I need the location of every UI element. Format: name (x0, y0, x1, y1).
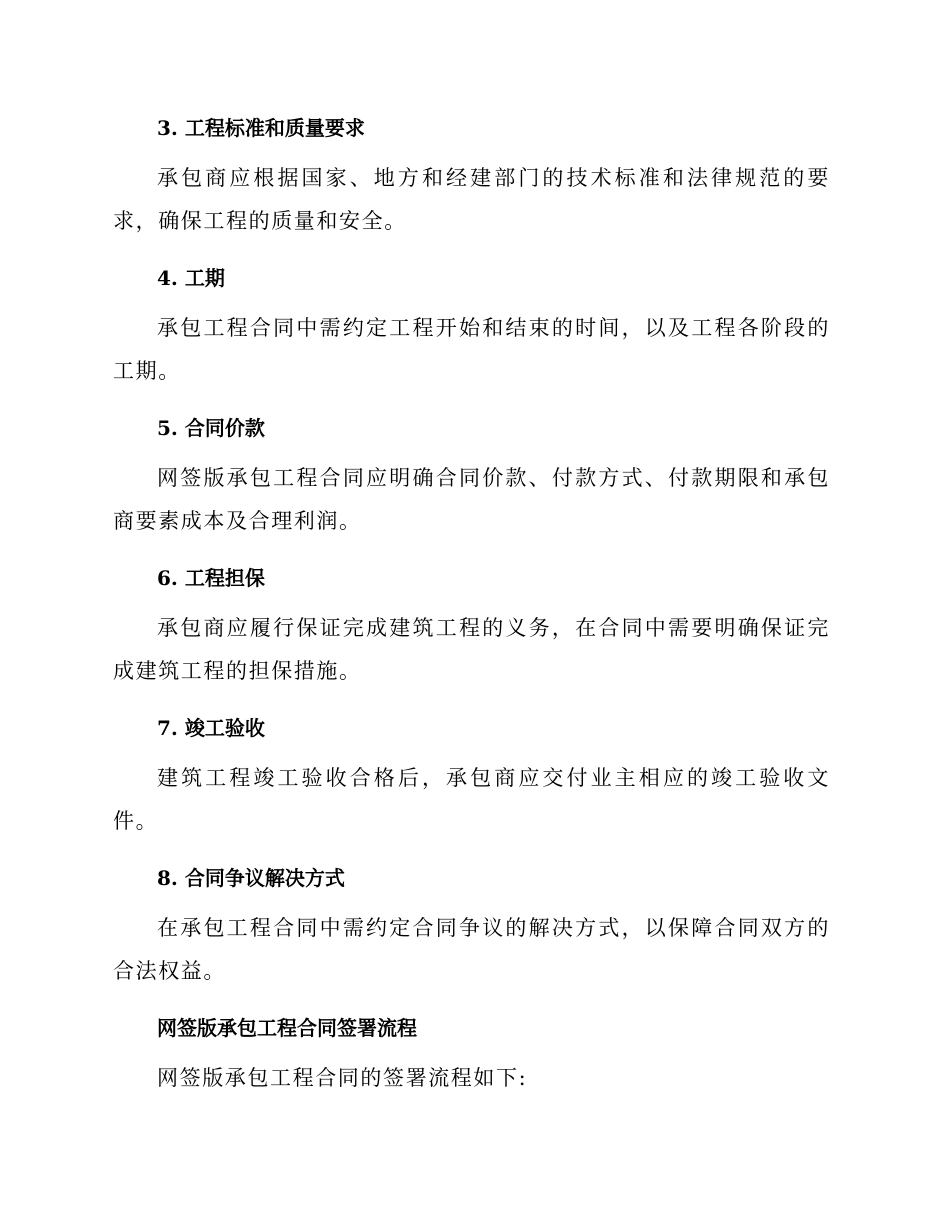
section-construction-period (113, 258, 830, 393)
section-dispute-resolution (113, 858, 830, 993)
document-content (113, 108, 830, 1115)
section-heading: 3. 工程标准和质量要求 (157, 116, 365, 140)
section-heading: 4. 工期 (157, 266, 225, 290)
section-paragraph: 承包商应履行保证完成建筑工程的义务，在合同中需要明确保证完成建筑工程的担保措施。 (113, 616, 830, 683)
section-heading: 5. 合同价款 (157, 416, 265, 440)
section-heading: 6. 工程担保 (157, 566, 265, 590)
section-heading: 7. 竣工验收 (157, 716, 265, 740)
section-contract-price (113, 408, 830, 543)
section-heading: 8. 合同争议解决方式 (157, 866, 345, 890)
section-paragraph: 承包商应根据国家、地方和经建部门的技术标准和法律规范的要求，确保工程的质量和安全。 (113, 166, 830, 233)
section-signing-process (113, 1008, 830, 1100)
section-quality-standards (113, 108, 830, 243)
section-paragraph: 承包工程合同中需约定工程开始和结束的时间，以及工程各阶段的工期。 (113, 316, 830, 383)
section-paragraph: 网签版承包工程合同应明确合同价款、付款方式、付款期限和承包商要素成本及合理利润。 (113, 466, 830, 533)
section-paragraph: 在承包工程合同中需约定合同争议的解决方式，以保障合同双方的合法权益。 (113, 916, 830, 983)
section-paragraph: 网签版承包工程合同的签署流程如下: (157, 1066, 528, 1090)
section-heading: 网签版承包工程合同签署流程 (157, 1016, 417, 1040)
section-completion-acceptance (113, 708, 830, 843)
section-guarantee (113, 558, 830, 693)
section-paragraph: 建筑工程竣工验收合格后，承包商应交付业主相应的竣工验收文件。 (113, 766, 830, 833)
